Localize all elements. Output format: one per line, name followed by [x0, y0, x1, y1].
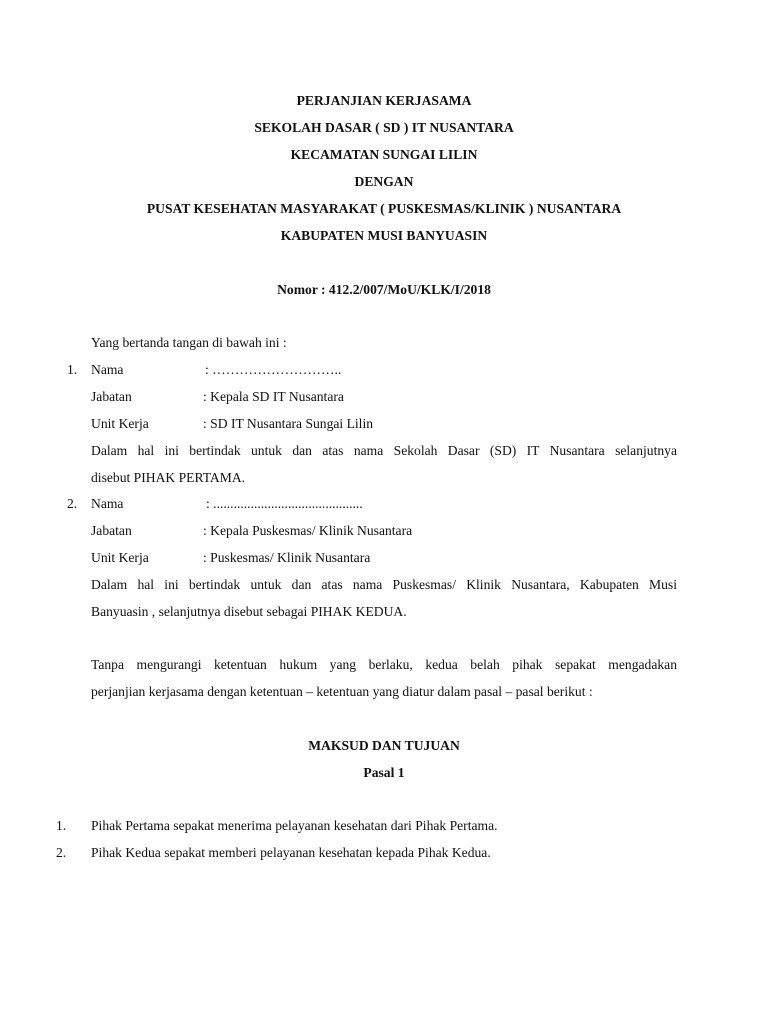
pasal1-item-1-text: Pihak Pertama sepakat menerima pelayanan kesehatan dari Pihak Pertama.: [91, 818, 498, 833]
party1-unit-value: : SD IT Nusantara Sungai Lilin: [203, 416, 374, 431]
pasal1-item-2-number: 2.: [56, 845, 67, 860]
title-line-6: KABUPATEN MUSI BANYUASIN: [280, 228, 488, 243]
party1-description-line-2: disebut PIHAK PERTAMA.: [91, 470, 246, 485]
party1-jabatan-label: Jabatan: [91, 389, 132, 404]
pasal1-item-2-text: Pihak Kedua sepakat memberi pelayanan kesehatan kepada Pihak Kedua.: [91, 845, 491, 860]
party1-jabatan-value: : Kepala SD IT Nusantara: [203, 389, 344, 404]
party1-unit-label: Unit Kerja: [91, 416, 149, 431]
party1-nama-label: Nama: [91, 362, 124, 377]
party2-number: 2.: [67, 496, 78, 511]
agreement-line-1: Tanpa mengurangi ketentuan hukum yang berlaku, kedua belah pihak sepakat mengadakan: [91, 657, 677, 672]
intro-text: Yang bertanda tangan di bawah ini :: [91, 335, 287, 350]
title-line-1: PERJANJIAN KERJASAMA: [296, 93, 472, 108]
party1-number: 1.: [67, 362, 78, 377]
pasal1-item-1-number: 1.: [56, 818, 67, 833]
section-pasal: Pasal 1: [363, 765, 405, 780]
agreement-line-2: perjanjian kerjasama dengan ketentuan – ketentuan yang diatur dalam pasal – pasal berikut :: [91, 684, 593, 699]
party1-description-line-1: Dalam hal ini bertindak untuk dan atas nama Sekolah Dasar (SD) IT Nusantara selanjutnya: [91, 443, 677, 458]
party2-description-line-1: Dalam hal ini bertindak untuk dan atas nama Puskesmas/ Klinik Nusantara, Kabupaten Musi: [91, 577, 677, 592]
party2-nama-value: : ............................................: [206, 496, 363, 511]
title-line-3: KECAMATAN SUNGAI LILIN: [290, 147, 478, 162]
document-number: Nomor : 412.2/007/MoU/KLK/I/2018: [277, 282, 491, 297]
title-line-4: DENGAN: [354, 174, 414, 189]
party1-nama-value: : ………………………..: [205, 362, 342, 377]
section-title: MAKSUD DAN TUJUAN: [308, 738, 460, 753]
title-line-2: SEKOLAH DASAR ( SD ) IT NUSANTARA: [254, 120, 514, 135]
party2-unit-value: : Puskesmas/ Klinik Nusantara: [203, 550, 371, 565]
party2-description-line-2: Banyuasin , selanjutnya disebut sebagai PIHAK KEDUA.: [91, 604, 407, 619]
party2-unit-label: Unit Kerja: [91, 550, 149, 565]
party2-jabatan-value: : Kepala Puskesmas/ Klinik Nusantara: [203, 523, 413, 538]
title-line-5: PUSAT KESEHATAN MASYARAKAT ( PUSKESMAS/KLINIK ) NUSANTARA: [146, 201, 622, 216]
party2-jabatan-label: Jabatan: [91, 523, 132, 538]
party2-nama-label: Nama: [91, 496, 124, 511]
